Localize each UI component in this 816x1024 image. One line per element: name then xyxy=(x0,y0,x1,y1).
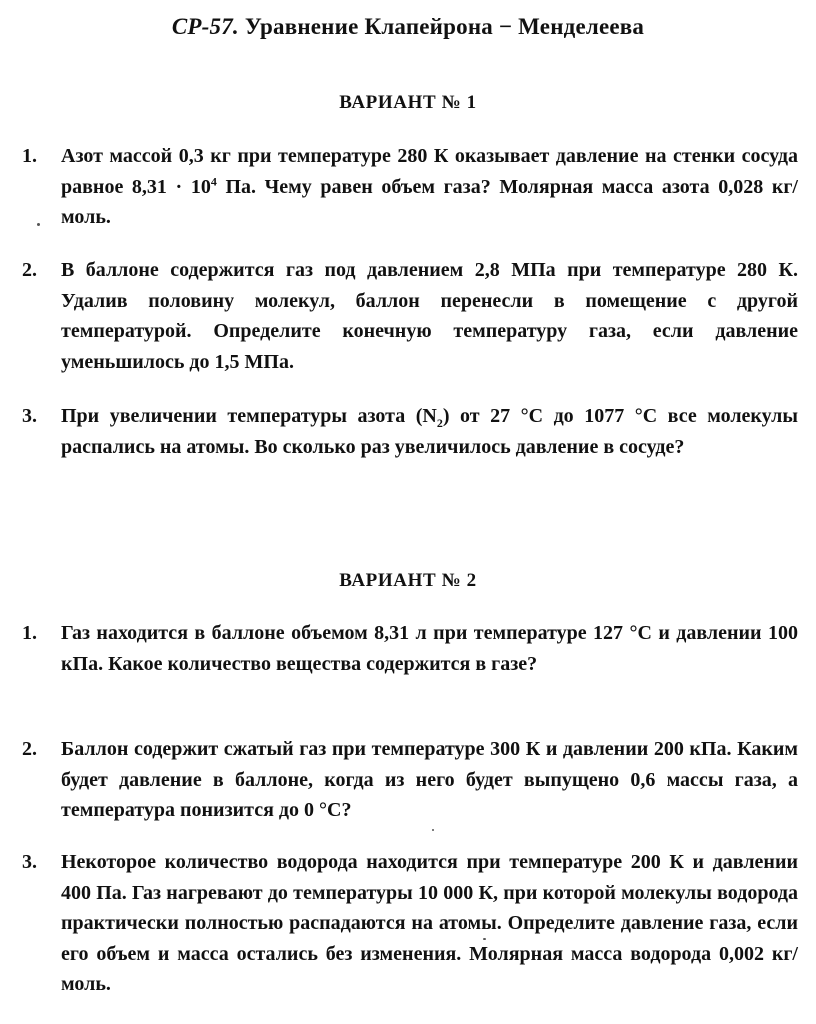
variant-1-problem-1 xyxy=(22,141,798,233)
problem-number: 3. xyxy=(22,405,37,427)
variant-1-problem-3 xyxy=(22,401,798,462)
problem-number: 1. xyxy=(22,145,37,167)
variant-2-problem-1 xyxy=(22,618,798,679)
scan-speck xyxy=(483,938,486,940)
problem-number: 3. xyxy=(22,851,37,873)
problem-text: Некоторое количество водорода находится при температуре 200 К и давлении 400 Па. Газ нагревают до температуры 10 000 К, при которой молекулы водорода практически полностью распадаются на атомы. Определите давление газа, если его объем и масса остались без изменения. Молярная масса водорода 0,002 кг/моль. xyxy=(61,851,798,995)
scan-speck xyxy=(432,829,434,831)
variant-2-heading: ВАРИАНТ № 2 xyxy=(339,570,477,591)
problem-number: 2. xyxy=(22,259,37,281)
problem-number: 2. xyxy=(22,738,37,760)
variant-1-problem-2 xyxy=(22,255,798,377)
worksheet-title: Уравнение Клапейрона − Менделеева xyxy=(244,14,645,39)
variant-2-problem-2 xyxy=(22,734,798,826)
variant-2-problem-3 xyxy=(22,847,798,1000)
problem-text: При увеличении температуры азота $(N_2)$ от 27 °С до 1077 °С все молекулы распались на атомы. Во сколько раз увеличилось давление в сосуде? xyxy=(61,405,798,458)
scan-speck xyxy=(37,223,40,226)
problem-text: Газ находится в баллоне объемом 8,31 л при температуре 127 °С и давлении 100 кПа. Какое количество вещества содержится в газе? xyxy=(61,622,798,675)
problem-text: Азот массой 0,3 кг при температуре 280 К оказывает давление на стенки сосуда равное $8,31 \cdot 10^4$ Па. Чему равен объем газа? Молярная масса азота 0,028 кг/моль. xyxy=(61,145,798,228)
worksheet-code: СР-57. xyxy=(171,14,239,39)
problem-text: В баллоне содержится газ под давлением 2,8 МПа при температуре 280 К. Удалив половину молекул, баллон перенесли в помещение с другой температурой. Определите конечную температуру газа, если давление уменьшилось до 1,5 МПа. xyxy=(61,259,798,373)
subscript: 2 xyxy=(436,416,443,430)
exponent: 4 xyxy=(210,173,217,188)
problem-number: 1. xyxy=(22,622,37,644)
variant-1-heading: ВАРИАНТ № 1 xyxy=(339,92,477,113)
page-title xyxy=(0,14,816,40)
problem-text: Баллон содержит сжатый газ при температуре 300 К и давлении 200 кПа. Каким будет давление в баллоне, когда из него будет выпущено 0,6 массы газа, а температура понизится до 0 °С? xyxy=(61,738,798,821)
